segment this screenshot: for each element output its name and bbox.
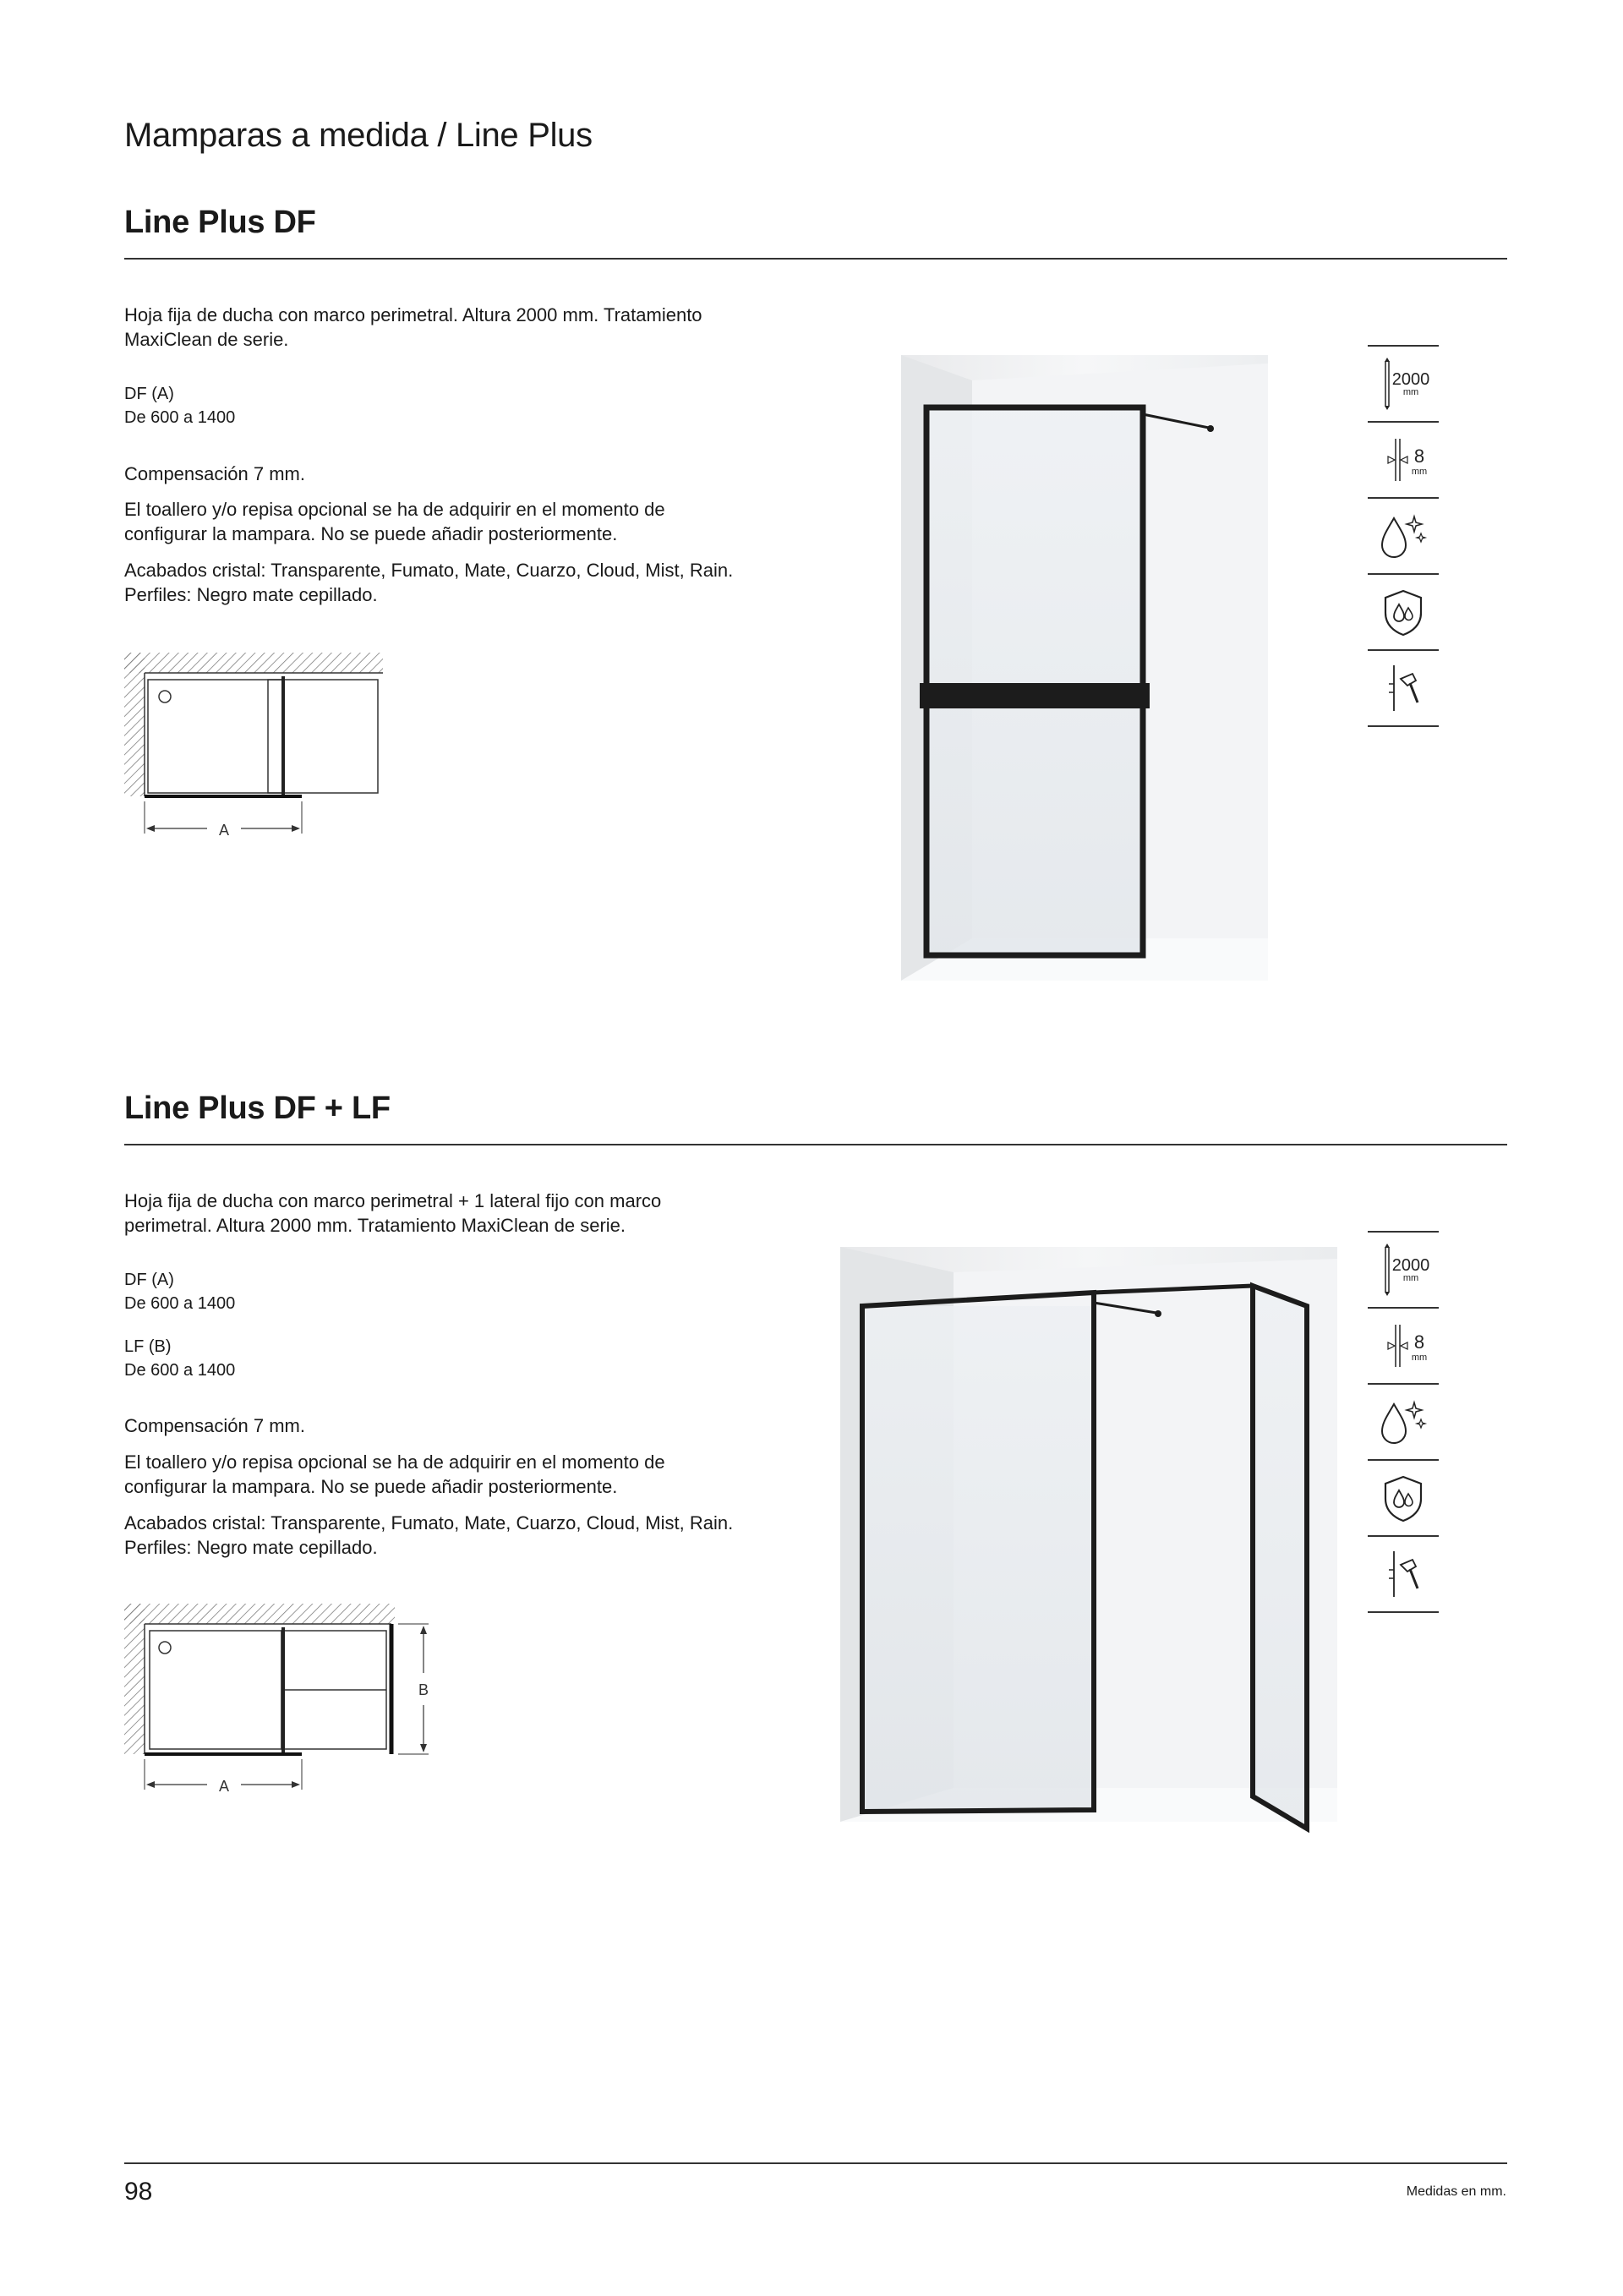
spec-range-df: De 600 a 1400 <box>124 1294 236 1313</box>
page-number: 98 <box>124 2178 153 2206</box>
spec-label-df: DF (A) <box>124 385 174 403</box>
shield-drops-icon <box>1368 575 1439 651</box>
compensation-text: Compensación 7 mm. <box>124 1415 305 1436</box>
diagram-label-a: A <box>218 822 230 839</box>
description-line-2: perimetral. Altura 2000 mm. Tratamiento MaxiClean de serie. <box>124 1215 626 1236</box>
towel-note-line-2: configurar la mampara. No se puede añadir posteriormente. <box>124 1476 618 1497</box>
height-2000-icon <box>1368 1231 1439 1309</box>
glass-unit: mm <box>1411 1353 1428 1363</box>
profiles-text: Perfiles: Negro mate cepillado. <box>124 1537 378 1558</box>
feature-icons-df <box>1368 345 1439 727</box>
glass-thickness-icon <box>1368 1309 1439 1385</box>
height-value: 2000 <box>1391 370 1430 389</box>
product-photo-df <box>896 347 1276 1006</box>
glass-unit: mm <box>1411 467 1428 477</box>
description-line-2: MaxiClean de serie. <box>124 329 289 350</box>
plan-diagram-df <box>123 651 393 845</box>
section-title-df-lf: Line Plus DF + LF <box>124 1091 391 1126</box>
description-line-1: Hoja fija de ducha con marco perimetral + 1 lateral fijo con marco <box>124 1190 662 1211</box>
height-value: 2000 <box>1391 1256 1430 1275</box>
installation-icon <box>1368 651 1439 727</box>
glass-thickness-icon <box>1368 423 1439 499</box>
feature-icons-df-lf <box>1368 1231 1439 1613</box>
spec-label-df: DF (A) <box>124 1271 174 1289</box>
footnote: Medidas en mm. <box>1406 2184 1506 2199</box>
spec-range-lf: De 600 a 1400 <box>124 1361 236 1380</box>
product-photo-df-lf <box>835 1238 1342 1847</box>
maxiclean-icon <box>1368 499 1439 575</box>
finishes-text: Acabados cristal: Transparente, Fumato, Mate, Cuarzo, Cloud, Mist, Rain. <box>124 1512 734 1533</box>
maxiclean-icon <box>1368 1385 1439 1461</box>
installation-icon <box>1368 1537 1439 1613</box>
glass-value: 8 <box>1413 1331 1425 1353</box>
footer-divider <box>124 2162 1507 2164</box>
spec-range-df: De 600 a 1400 <box>124 408 236 427</box>
profiles-text: Perfiles: Negro mate cepillado. <box>124 584 378 605</box>
diagram-label-b: B <box>418 1681 429 1698</box>
finishes-text: Acabados cristal: Transparente, Fumato, Mate, Cuarzo, Cloud, Mist, Rain. <box>124 560 734 581</box>
section-title-df: Line Plus DF <box>124 205 316 240</box>
towel-note-line-1: El toallero y/o repisa opcional se ha de adquirir en el momento de <box>124 1451 665 1473</box>
description-line-1: Hoja fija de ducha con marco perimetral. Altura 2000 mm. Tratamiento <box>124 304 702 325</box>
page-title: Mamparas a medida / Line Plus <box>124 117 593 154</box>
plan-diagram-df-lf <box>123 1602 444 1796</box>
spec-label-lf: LF (B) <box>124 1337 172 1356</box>
height-unit: mm <box>1402 387 1419 397</box>
shield-drops-icon <box>1368 1461 1439 1537</box>
section-divider <box>124 258 1507 260</box>
height-unit: mm <box>1402 1273 1419 1283</box>
section-divider <box>124 1144 1507 1145</box>
diagram-label-a: A <box>218 1778 230 1795</box>
compensation-text: Compensación 7 mm. <box>124 463 305 484</box>
towel-note-line-1: El toallero y/o repisa opcional se ha de adquirir en el momento de <box>124 499 665 520</box>
glass-value: 8 <box>1413 446 1425 467</box>
towel-note-line-2: configurar la mampara. No se puede añadir posteriormente. <box>124 523 618 544</box>
height-2000-icon <box>1368 345 1439 423</box>
